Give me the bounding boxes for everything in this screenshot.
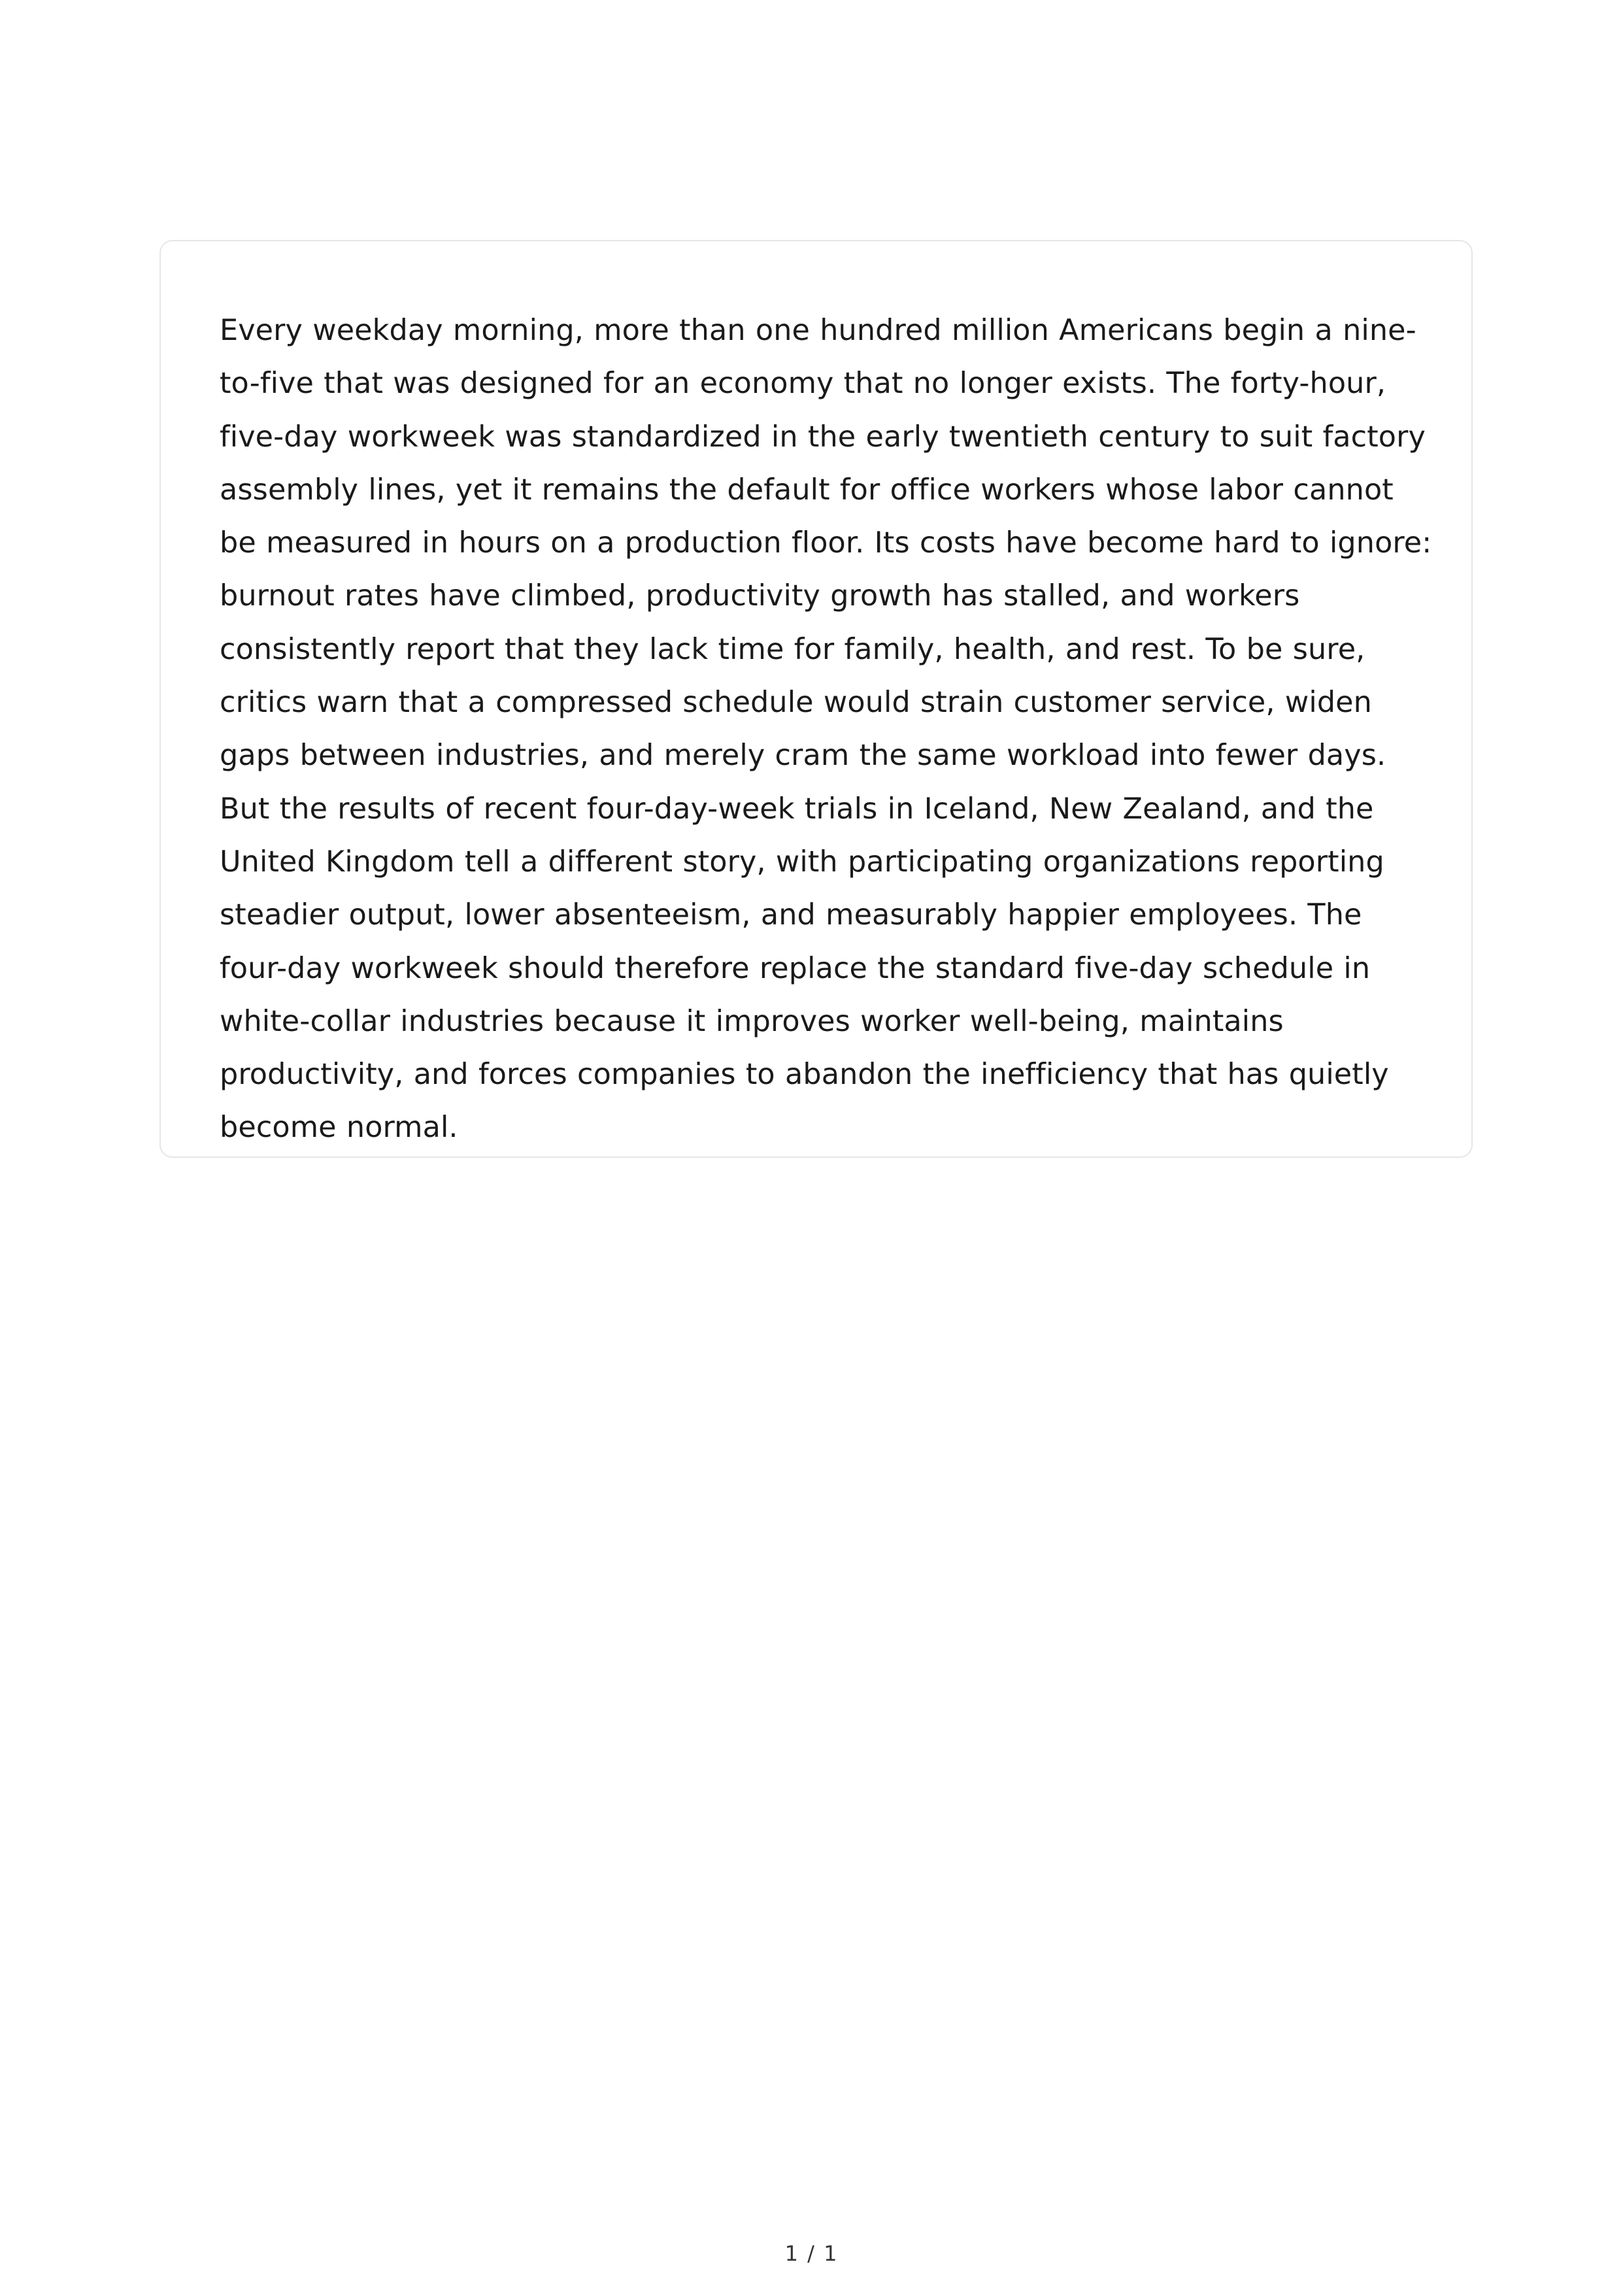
body-paragraph: Every weekday morning, more than one hundred million Americans begin a nine-to-five that was designed for an economy that no longer exists. The forty-hour, five-day workweek was standardized in the early twentieth century to suit factory assembly lines, yet it remains the default for office workers whose labor cannot be measured in hours on a production floor. Its costs have become hard to ignore: burnout rates have climbed, productivity growth has stalled, and workers consistently report that they lack time for family, health, and rest. To be sure, critics warn that a compressed schedule would strain customer service, widen gaps between industries, and merely cram the same workload into fewer days. But the results of recent four-day-week trials in Iceland, New Zealand, and the United Kingdom tell a different story, with participating organizations reporting steadier output, lower absenteeism, and measurably happier employees. The four-day workweek should therefore replace the standard five-day schedule in white-collar industries because it improves worker well-being, maintains productivity, and forces companies to abandon the inefficiency that has quietly become normal. (220, 314, 1432, 1145)
paragraph-card (159, 240, 1473, 1158)
page-number: 1 / 1 (784, 2241, 839, 2266)
